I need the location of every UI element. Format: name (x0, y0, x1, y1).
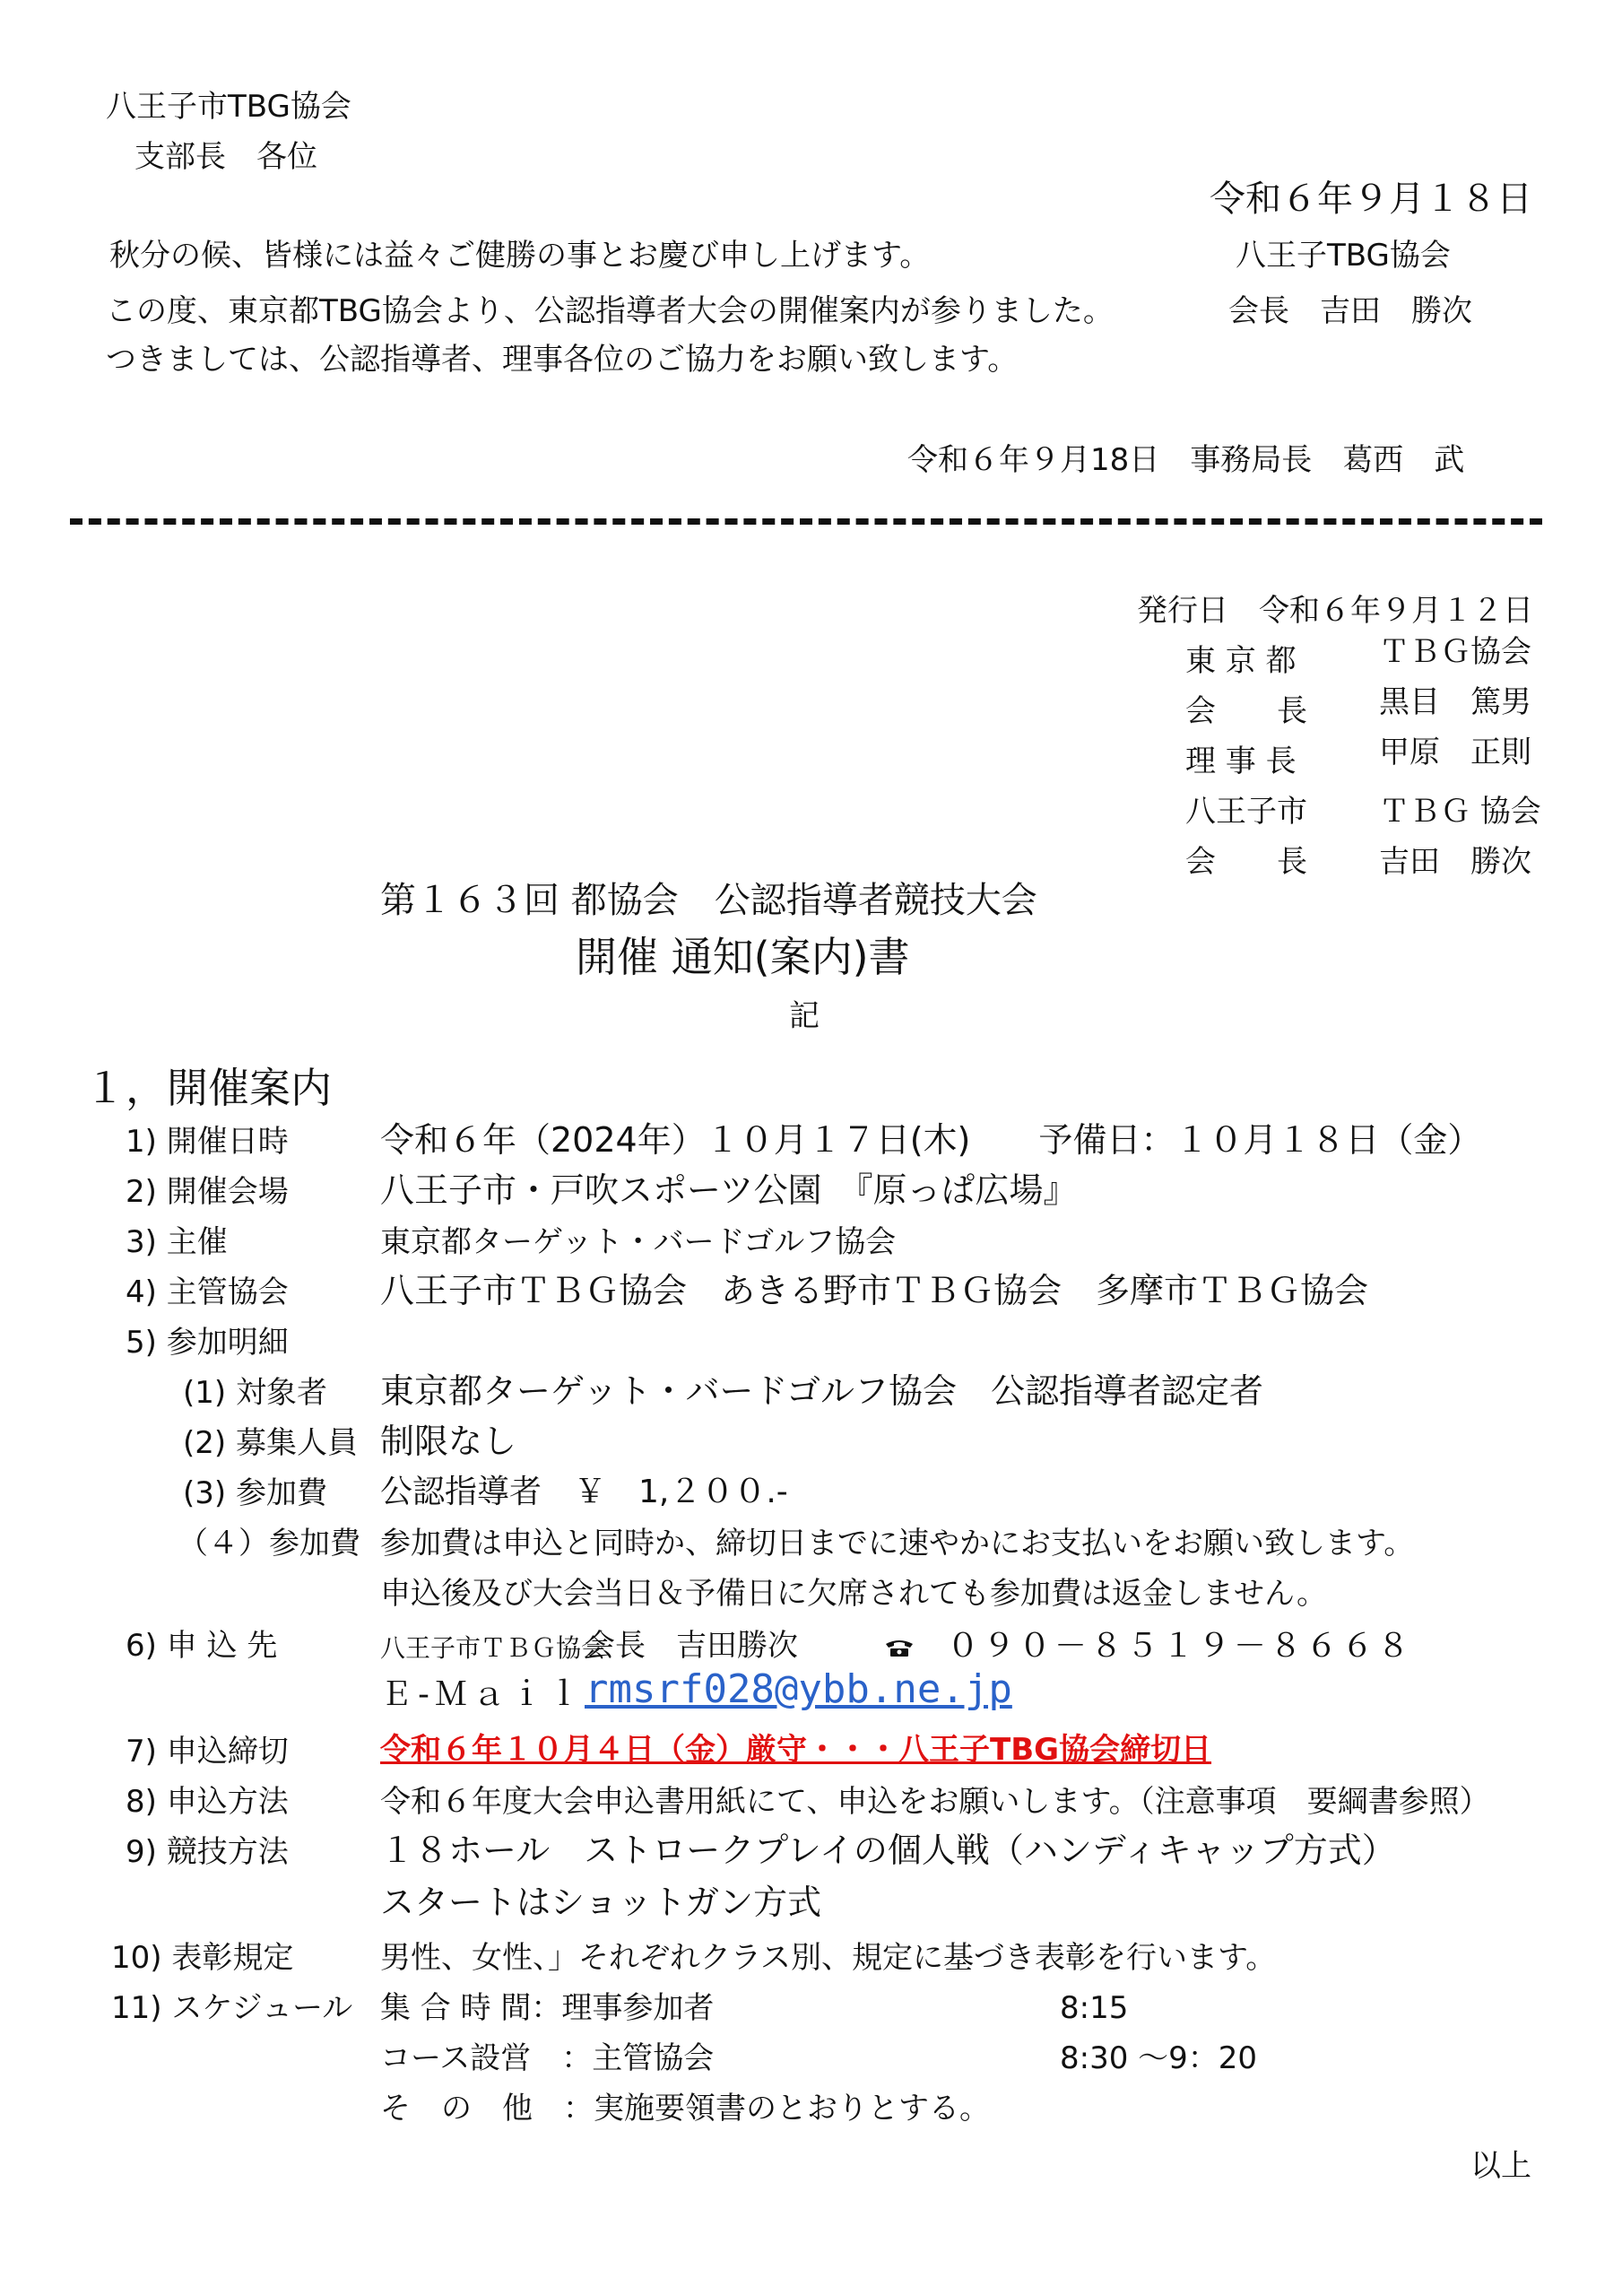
phone-icon (884, 1638, 915, 1657)
addressee-org: 八王子市TBG協会 (106, 89, 351, 125)
item-label: 11) スケジュール (111, 1990, 353, 2026)
secretariat-line: 令和６年９月18日 事務局長 葛西 武 (907, 442, 1465, 478)
schedule-label: そ の 他 ：実施要領書のとおりとする。 (380, 2091, 990, 2126)
greeting-line: この度、東京都TBG協会より、公認指導者大会の開催案内が参りました。 (106, 293, 1114, 329)
subitem-value: 制限なし (380, 1422, 517, 1461)
issuer-left: 東 京 都 (1185, 643, 1297, 679)
item-value: 男性、女性、」それぞれクラス別、規定に基づき表彰を行います。 (380, 1940, 1277, 1976)
email-link[interactable]: rmsrf028@ybb.ne.jp (585, 1666, 1012, 1712)
issuer-right: 黒目 篤男 (1379, 684, 1531, 720)
item-label: 4) 主管協会 (126, 1274, 289, 1310)
subitem-label: (2) 募集人員 (183, 1425, 358, 1461)
schedule-label: 集 合 時 間：理事参加者 (380, 1990, 715, 2026)
issuer-left: 八王子市 (1185, 794, 1307, 830)
issuer-left: 会 長 (1185, 693, 1307, 729)
item-label: 6) 申 込 先 (126, 1628, 278, 1664)
item-label: 3) 主催 (126, 1224, 228, 1260)
item-label: 2) 開催会場 (126, 1174, 289, 1210)
subitem-value: 参加費は申込と同時か、締切日までに速やかにお支払いをお願い致します。 (380, 1526, 1415, 1561)
schedule-time: 8:30 ～9：20 (1060, 2040, 1258, 2076)
item-label: 9) 競技方法 (126, 1834, 289, 1870)
subitem-label: （４）参加費 (178, 1526, 360, 1561)
greeting-line: 秋分の候、皆様には益々ご健勝の事とお慶び申し上げます。 (109, 238, 931, 274)
sender-name: 会長 吉田 勝次 (1228, 293, 1472, 329)
issuer-left: 理 事 長 (1185, 744, 1297, 779)
item-value: 八王子市ＴＢＧ協会 あきる野市ＴＢＧ協会 多摩市ＴＢＧ協会 (380, 1271, 1369, 1310)
item-value: スタートはショットガン方式 (380, 1883, 822, 1922)
closing-mark: 以上 (1470, 2148, 1531, 2184)
schedule-label: コース設営 ：主管協会 (380, 2040, 715, 2076)
deadline-value: 令和６年１０月４日（金）厳守・・・八王子TBG協会締切日 (380, 1732, 1212, 1768)
issuer-left: 会 長 (1185, 844, 1307, 880)
subitem-value: 申込後及び大会当日＆予備日に欠席されても参加費は返金しません。 (380, 1576, 1328, 1612)
item-label: 7) 申込締切 (126, 1734, 289, 1770)
item-label: 1) 開催日時 (126, 1124, 289, 1160)
item-label: 5) 参加明細 (126, 1325, 289, 1361)
item-value: 東京都ターゲット・バードゴルフ協会 (380, 1224, 897, 1260)
greeting-line: つきましては、公認指導者、理事各位のご協力をお願い致します。 (106, 342, 1019, 378)
addressee-role: 支部長 各位 (134, 139, 317, 175)
item-label: 10) 表彰規定 (111, 1940, 294, 1976)
contact-org: 八王子市ＴＢＧ協会 (380, 1633, 607, 1663)
issuer-right: 甲原 正則 (1379, 735, 1531, 770)
item-value: １８ホール ストロークプレイの個人戦（ハンディキャップ方式） (380, 1831, 1396, 1870)
item-value: 令和６年（2024年）１０月１７日(木) 予備日：１０月１８日（金） (380, 1120, 1482, 1160)
contact-person: 会長 吉田勝次 (585, 1628, 798, 1664)
issuer-right: 吉田 勝次 (1379, 844, 1531, 880)
issuer-right: ＴＢＧ協会 (1379, 634, 1531, 670)
email-label: Ｅ-Ｍａｉｌ (380, 1676, 585, 1713)
issue-date: 発行日 令和６年９月１２日 (1137, 593, 1533, 629)
item-value: 令和６年度大会申込書用紙にて、申込をお願いします。（注意事項 要綱書参照） (380, 1784, 1490, 1820)
schedule-time: 8:15 (1060, 1990, 1129, 2026)
notice-title: 第１６３回 都協会 公認指導者競技大会 (380, 880, 1037, 921)
sender-org: 八王子TBG協会 (1236, 238, 1451, 274)
subitem-label: (3) 参加費 (183, 1475, 327, 1511)
subitem-label: (1) 対象者 (183, 1375, 327, 1411)
item-label: 8) 申込方法 (126, 1784, 289, 1820)
item-value: 八王子市・戸吹スポーツ公園 『原っぱ広場』 (380, 1170, 1078, 1210)
ki-mark: 記 (789, 998, 820, 1034)
issuer-right: ＴＢＧ 協会 (1379, 794, 1541, 830)
cut-line-divider (70, 518, 1542, 525)
cover-date: 令和６年９月１８日 (1210, 178, 1532, 220)
subitem-value: 東京都ターゲット・バードゴルフ協会 公認指導者認定者 (380, 1371, 1263, 1411)
contact-phone: ０９０－８５１９－８６６８ (947, 1628, 1414, 1665)
notice-subtitle: 開催 通知(案内)書 (576, 933, 910, 981)
section-heading: １，開催案内 (84, 1064, 332, 1112)
subitem-value: 公認指導者 ￥ 1,２００.- (380, 1474, 788, 1510)
